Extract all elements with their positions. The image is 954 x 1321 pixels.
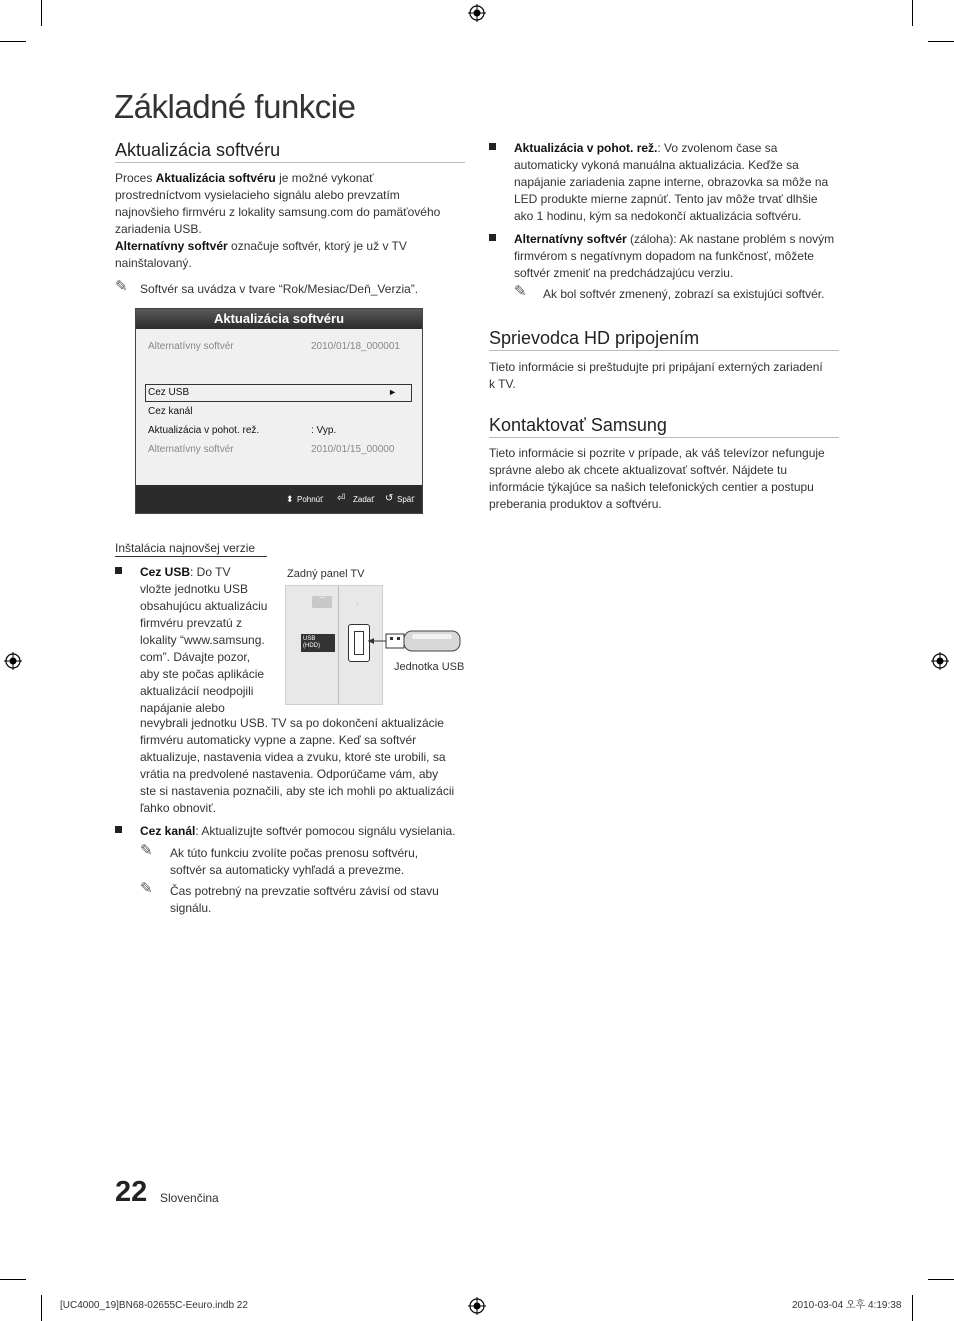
osd-footer-back: Späť xyxy=(397,495,415,504)
enter-icon: ⏎ xyxy=(337,493,346,504)
contact-samsung-paragraph: Tieto informácie si pozrite v prípade, ak váš televízor nefunguje správne alebo ak chcete aktualizovať softvér. Nájdete tu informácie týkajúce sa našich telefonických centier a postupu preberania produktov a softvéru. xyxy=(489,446,825,511)
headphone-port: ⌒ xyxy=(312,596,332,608)
osd-title: Aktualizácia softvéru xyxy=(136,309,422,329)
usb-port xyxy=(348,624,370,662)
intro-paragraph: Proces Aktualizácia softvéru je možné vykonať prostredníctvom vysielacieho signálu alebo prevzatím najnovšieho firmvéru z lokality samsung.com do pamäťového zariadenia USB. Alternatívny softvér označuje softvér, ktorý je už v TV nainštalovaný. xyxy=(115,171,441,270)
panel-seam xyxy=(338,586,339,704)
heading-rule xyxy=(489,437,839,438)
note-version-format: Softvér sa uvádza v tvare “Rok/Mesiac/Deň_Verzia”. xyxy=(140,282,419,296)
heading-rule xyxy=(489,350,839,351)
page-language: Slovenčina xyxy=(160,1191,219,1205)
registration-mark-icon xyxy=(468,1297,486,1315)
osd-alt-software-value: 2010/01/18_000001 xyxy=(311,341,400,352)
install-heading-underline xyxy=(115,556,267,557)
pencil-note-icon: ✎ xyxy=(514,283,527,300)
diagram-panel-label: Zadný panel TV xyxy=(287,568,365,580)
usb-port-slot xyxy=(354,631,364,655)
registration-mark-icon xyxy=(931,652,949,670)
note-channel-auto: Ak túto funkciu zvolíte počas prenosu softvéru, softvér sa automaticky vyhľadá a prevezme. xyxy=(170,846,419,877)
osd-item-standby-value: : Vyp. xyxy=(311,425,337,436)
osd-alt-software2-label: Alternatívny softvér xyxy=(148,444,234,455)
osd-item-channel[interactable]: Cez kanál xyxy=(148,406,193,417)
pencil-note-icon: ✎ xyxy=(140,880,153,897)
hd-guide-paragraph: Tieto informácie si preštudujte pri pripájaní externých zariadení k TV. xyxy=(489,360,823,391)
return-icon: ↺ xyxy=(385,493,394,504)
crop-mark xyxy=(912,1295,913,1321)
registration-mark-icon xyxy=(4,652,22,670)
usb-paragraph-wide: nevybrali jednotku USB. TV sa po dokončení aktualizácie firmvéru automaticky vypne a zapne. Keď sa softvér aktualizuje, nastavenia videa a zvuku, ktoré ste urobili, sa vrátia na predvolené nastavenia. Odporúčame vám, aby ste si nastavenia poznačili, aby ste ich mohli po aktualizácii ľahko obnoviť. xyxy=(140,716,455,815)
install-heading: Inštalácia najnovšej verzie xyxy=(115,541,256,555)
osd-alt-software-label: Alternatívny softvér xyxy=(148,341,234,352)
heading-rule xyxy=(115,162,465,163)
section-heading-hd-guide: Sprievodca HD pripojením xyxy=(489,328,700,348)
crop-mark xyxy=(928,1279,954,1280)
square-bullet-icon xyxy=(115,826,122,833)
osd-footer-move: Pohnúť xyxy=(297,495,324,504)
square-bullet-icon xyxy=(489,143,496,150)
crop-mark xyxy=(0,1279,26,1280)
osd-alt-software2-value: 2010/01/15_00000 xyxy=(311,444,395,455)
alt-software-paragraph: Alternatívny softvér (záloha): Ak nastane problém s novým firmvérom s negatívnym dopadom na funkčnosť, môžete softvér zmeniť na predchádzajúcu verziu. xyxy=(514,232,835,280)
usb-drive-icon xyxy=(368,628,464,654)
note-existing-software: Ak bol softvér zmenený, zobrazí sa existujúci softvér. xyxy=(543,287,825,301)
square-bullet-icon xyxy=(489,234,496,241)
footer-file: [UC4000_19]BN68-02655C-Eeuro.indb 22 xyxy=(60,1300,248,1311)
osd-software-update-menu xyxy=(135,308,423,514)
page-title: Základné funkcie xyxy=(114,88,356,125)
section-heading-software-update: Aktualizácia softvéru xyxy=(115,140,281,160)
registration-mark-icon xyxy=(468,4,486,22)
standby-update-paragraph: Aktualizácia v pohot. rež.: Vo zvolenom čase sa automaticky vykoná manuálna aktualizácia. Keďže sa napájanie zariadenia zapne interne, obrazovka sa môže na LED produkte mierne zapnúť. Tento jav môže trvať dlhšie ako 1 hodinu, kým sa nedokončí aktualizácia softvéru. xyxy=(514,141,829,223)
osd-footer-enter: Zadať xyxy=(353,495,375,504)
usb-paragraph-narrow: Cez USB: Do TV vložte jednotku USB obsahujúcu aktualizáciu firmvéru prevzatú z lokality “www.samsung. com”. Dávajte pozor, aby ste počas aplikácie aktualizácií neodpojili napájanie alebo xyxy=(140,565,268,715)
arrow-right-icon: ► xyxy=(388,387,397,397)
footer-date: 2010-03-04 오후 4:19:38 xyxy=(792,1300,902,1311)
channel-paragraph: Cez kanál: Aktualizujte softvér pomocou signálu vysielania. xyxy=(140,824,456,838)
osd-item-standby-label[interactable]: Aktualizácia v pohot. rež. xyxy=(148,425,260,436)
usb-port-label: USB (HDD) xyxy=(301,634,335,652)
screw-icon: ◦ xyxy=(356,599,359,608)
crop-mark xyxy=(928,41,954,42)
page-number: 22 xyxy=(115,1176,148,1208)
updown-icon: ⬍ xyxy=(286,494,294,504)
crop-mark xyxy=(912,0,913,26)
section-heading-contact-samsung: Kontaktovať Samsung xyxy=(489,415,667,435)
note-download-time: Čas potrebný na prevzatie softvéru závisí od stavu signálu. xyxy=(170,884,439,915)
osd-footer xyxy=(136,485,422,513)
diagram-drive-label: Jednotka USB xyxy=(394,661,465,673)
crop-mark xyxy=(41,1295,42,1321)
crop-mark xyxy=(41,0,42,26)
square-bullet-icon xyxy=(115,567,122,574)
crop-mark xyxy=(0,41,26,42)
pencil-note-icon: ✎ xyxy=(140,842,153,859)
pencil-note-icon: ✎ xyxy=(115,278,128,295)
osd-item-usb[interactable]: Cez USB ► xyxy=(145,384,412,402)
